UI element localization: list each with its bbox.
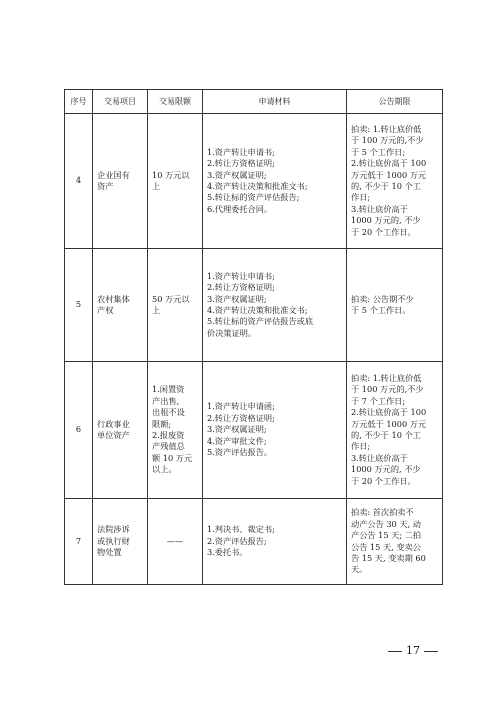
header-item: 交易项目 xyxy=(93,90,148,114)
transaction-table xyxy=(64,89,443,585)
header-no: 序号 xyxy=(65,90,93,114)
table-row xyxy=(65,249,443,362)
header-notice: 公告期限 xyxy=(347,90,443,114)
trade-item: 农村集体 产权 xyxy=(93,249,148,362)
header-limit: 交易限额 xyxy=(148,90,203,114)
materials-list: 1.资产转让申请书; 2.转让方资格证明; 3.资产权属证明; 4.资产转让决策和批准文书; 5.转让标的资产评估报告或底 价决策证明。 xyxy=(203,249,347,362)
page-number: 17 xyxy=(406,644,420,657)
table-row xyxy=(65,362,443,499)
notice-period: 拍卖: 1.转让底价低 于 100 万元的,不少 于 7 个工作日; 2.转让底价高于 100 万元低于 1000 万元 的, 不少于 10 个工 作日; 3.转让底价高于 1000 万元的, 不少 于 20 个工作日。 xyxy=(347,362,443,499)
row-number: 5 xyxy=(65,249,93,362)
row-number: 6 xyxy=(65,362,93,499)
table-header-row xyxy=(65,90,443,114)
footer-dash-left xyxy=(388,651,402,652)
trade-limit: 50 万元以 上 xyxy=(148,249,203,362)
footer-dash-right xyxy=(424,651,438,652)
table-row xyxy=(65,499,443,585)
header-materials: 申请材料 xyxy=(203,90,347,114)
trade-item: 行政事业 单位资产 xyxy=(93,362,148,499)
table-row xyxy=(65,114,443,249)
materials-list: 1.判决书、裁定书; 2.资产评估报告; 3.委托书。 xyxy=(203,499,347,585)
trade-limit: 1.闲置资 产出售, 出租不设 限额; 2.报废资 产残值总 额 10 万元 以上。 xyxy=(148,362,203,499)
materials-list: 1.资产转让申请函; 2.转让方资格证明; 3.资产权属证明; 4.资产审批文件; 5.资产评估报告。 xyxy=(203,362,347,499)
trade-limit: —— xyxy=(148,499,203,585)
materials-list: 1.资产转让申请书; 2.转让方资格证明; 3.资产权属证明; 4.资产转让决策和批准文书; 5.转让标的资产评估报告; 6.代理委托合同。 xyxy=(203,114,347,249)
trade-limit: 10 万元以 上 xyxy=(148,114,203,249)
trade-item: 法院涉诉 或执行财 物处置 xyxy=(93,499,148,585)
trade-item: 企业国有 资产 xyxy=(93,114,148,249)
row-number: 7 xyxy=(65,499,93,585)
notice-period: 拍卖: 公告期不少 于 5 个工作日。 xyxy=(347,249,443,362)
notice-period: 拍卖: 1.转让底价低 于 100 万元的,不少 于 5 个工作日; 2.转让底价高于 100 万元低于 1000 万元 的, 不少于 10 个工 作日; 3.转让底价高于 1000 万元的, 不少 于 20 个工作日。 xyxy=(347,114,443,249)
page-footer xyxy=(388,644,448,657)
notice-period: 拍卖: 首次拍卖不 动产公告 30 天, 动 产公告 15 天; 二拍 公告 15 天, 变卖公 告 15 天, 变卖期 60 天。 xyxy=(347,499,443,585)
row-number: 4 xyxy=(65,114,93,249)
